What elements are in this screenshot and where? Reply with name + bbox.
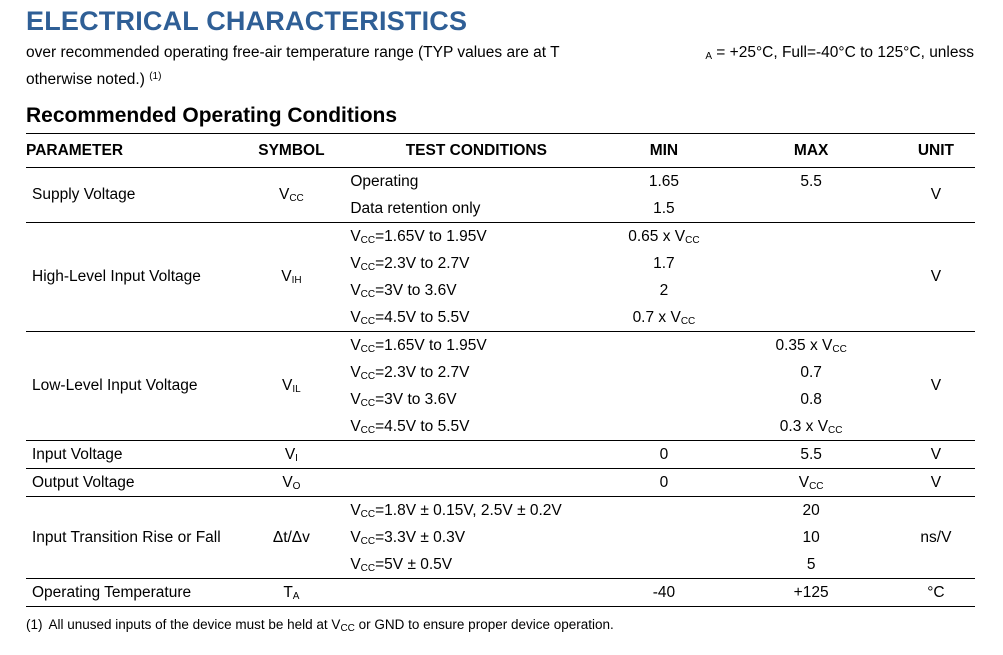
col-min: MIN <box>602 134 725 168</box>
symbol-delta-t-delta-v: Δt/Δv <box>239 497 343 579</box>
max-value: 5.5 <box>725 168 896 196</box>
max-value: +125 <box>725 579 896 607</box>
min-value: 1.5 <box>653 199 675 217</box>
param-input-transition: Input Transition Rise or Fall <box>26 497 239 579</box>
table-row <box>26 469 975 497</box>
max-value <box>725 250 896 277</box>
param-operating-temperature: Operating Temperature <box>26 579 239 607</box>
table-row <box>26 168 975 196</box>
condition: $V_{CC}=1.65V$ to 1.95V <box>343 223 602 251</box>
max-value <box>725 195 896 223</box>
max-value: 10 <box>802 528 820 546</box>
table-row <box>26 223 975 251</box>
unit: V <box>897 168 975 223</box>
param-supply-voltage: Supply Voltage <box>26 168 239 223</box>
min-value: 1.7 <box>653 254 675 272</box>
intro-ta-symbol: $_A$ = +25°C, Full=-40°C to 125°C, unless <box>705 44 974 62</box>
max-value: 20 <box>725 497 896 525</box>
symbol-vo: $V_O$ <box>239 469 343 497</box>
table-row <box>26 579 975 607</box>
condition: $V_{CC}=3V$ to 3.6V <box>350 281 457 300</box>
footnote-number: (1) <box>26 617 43 632</box>
unit: V <box>897 223 975 332</box>
min-value: 1.65 <box>602 168 725 196</box>
condition: Data retention only <box>350 199 481 217</box>
col-test-conditions: TEST CONDITIONS <box>343 134 602 168</box>
symbol-vil: $V_{IL}$ <box>239 332 343 441</box>
footnote: (1) All unused inputs of the device must be held at $V_{CC}$ or GND to ensure proper device operation. <box>26 617 614 634</box>
max-value: $V_{CC}$ <box>725 469 896 497</box>
unit: V <box>897 441 975 469</box>
max-value: 0.35 x $V_{CC}$ <box>725 332 896 360</box>
col-parameter: PARAMETER <box>26 134 239 168</box>
condition: $V_{CC}=3.3V \pm 0.3V$ <box>350 528 466 547</box>
max-value <box>725 277 896 304</box>
condition: $V_{CC}=3V$ to 3.6V <box>350 390 457 409</box>
symbol-vih: $V_{IH}$ <box>239 223 343 332</box>
min-value <box>602 359 725 386</box>
col-unit: UNIT <box>897 134 975 168</box>
param-output-voltage: Output Voltage <box>26 469 239 497</box>
min-value <box>602 524 725 551</box>
intro-text <box>26 43 974 90</box>
table-title: Recommended Operating Conditions <box>26 104 398 127</box>
table-row <box>26 332 975 360</box>
footnote-ref: (1) <box>149 71 162 82</box>
condition: $V_{CC}=2.3V$ to 2.7V <box>350 363 470 382</box>
min-value <box>602 386 725 413</box>
symbol-vcc: $V_{CC}$ <box>239 168 343 223</box>
recommended-operating-conditions-table <box>26 133 975 607</box>
condition: $V_{CC}=2.3V$ to 2.7V <box>350 254 470 273</box>
param-low-level-input-voltage: Low-Level Input Voltage <box>26 332 239 441</box>
max-value: 0.8 <box>800 390 822 408</box>
max-value: 0.3 x $V_{CC}$ <box>779 417 843 436</box>
table-row <box>26 497 975 525</box>
max-value <box>725 304 896 332</box>
col-symbol: SYMBOL <box>239 134 343 168</box>
symbol-ta: $T_A$ <box>239 579 343 607</box>
min-value <box>602 413 725 441</box>
condition <box>343 469 602 497</box>
min-value: 2 <box>659 281 669 299</box>
min-value <box>602 332 725 360</box>
col-max: MAX <box>725 134 896 168</box>
symbol-vi: $V_I$ <box>239 441 343 469</box>
section-heading: ELECTRICAL CHARACTERISTICS <box>26 6 468 36</box>
intro-line-2: otherwise noted.) $^{(1)}$ <box>26 71 162 88</box>
condition: $V_{CC}=4.5V$ to 5.5V <box>350 308 470 327</box>
min-value: 0 <box>602 469 725 497</box>
max-value: 0.7 <box>800 363 822 381</box>
min-value <box>602 497 725 525</box>
condition: $V_{CC}=4.5V$ to 5.5V <box>350 417 470 436</box>
unit: °C <box>897 579 975 607</box>
intro-line-1 <box>26 43 974 67</box>
param-high-level-input-voltage: High-Level Input Voltage <box>26 223 239 332</box>
min-value <box>602 551 725 579</box>
unit: ns/V <box>897 497 975 579</box>
header-row <box>26 134 975 168</box>
unit: V <box>897 332 975 441</box>
table-row <box>26 441 975 469</box>
condition: $V_{CC}=1.8V \pm 0.15V$, 2.5V ± 0.2V <box>343 497 602 525</box>
condition: Operating <box>343 168 602 196</box>
condition: $V_{CC}=1.65V$ to 1.95V <box>343 332 602 360</box>
min-value: -40 <box>602 579 725 607</box>
min-value: 0.7 x $V_{CC}$ <box>632 308 696 327</box>
unit: V <box>897 469 975 497</box>
min-value: 0.65 x $V_{CC}$ <box>602 223 725 251</box>
param-input-voltage: Input Voltage <box>26 441 239 469</box>
intro-words: over recommended operating free-air temperature range (TYP values are at T <box>26 44 560 61</box>
condition <box>343 579 602 607</box>
max-value <box>725 223 896 251</box>
max-value: 5.5 <box>725 441 896 469</box>
min-value: 0 <box>602 441 725 469</box>
max-value: 5 <box>806 555 816 573</box>
condition <box>343 441 602 469</box>
condition: $V_{CC}=5V \pm 0.5V$ <box>350 555 453 574</box>
